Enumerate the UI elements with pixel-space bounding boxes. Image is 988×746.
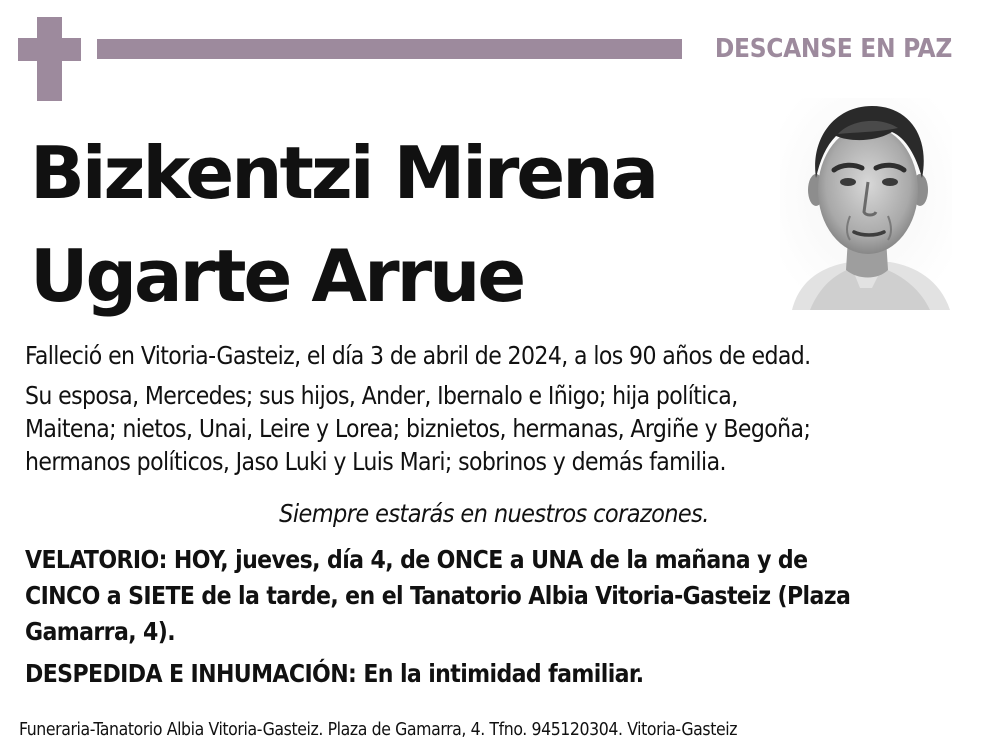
- cross-horizontal-bar: [18, 38, 81, 61]
- farewell-line: DESPEDIDA E INHUMACIÓN: En la intimidad familiar.: [25, 659, 644, 688]
- footer-funeral-home: Funeraria-Tanatorio Albia Vitoria-Gasteiz. Plaza de Gamarra, 4. Tfno. 945120304. Vitoria-Gasteiz: [19, 720, 738, 740]
- family-line-3: hermanos políticos, Jaso Luki y Luis Mari; sobrinos y demás familia.: [25, 447, 726, 476]
- motto: Siempre estarás en nuestros corazones.: [279, 499, 709, 528]
- wake-line-3: Gamarra, 4).: [25, 617, 176, 646]
- death-notice: Falleció en Vitoria-Gasteiz, el día 3 de abril de 2024, a los 90 años de edad.: [25, 341, 811, 370]
- wake-line-1: VELATORIO: HOY, jueves, día 4, de ONCE a UNA de la mañana y de: [25, 545, 808, 574]
- family-line-1: Su esposa, Mercedes; sus hijos, Ander, Ibernalo e Iñigo; hija política,: [25, 381, 738, 410]
- wake-line-2: CINCO a SIETE de la tarde, en el Tanatorio Albia Vitoria-Gasteiz (Plaza: [25, 581, 851, 610]
- header-rule: [97, 39, 682, 59]
- deceased-name-line-1: Bizkentzi Mirena: [30, 131, 657, 215]
- deceased-name-line-2: Ugarte Arrue: [30, 234, 524, 318]
- portrait-photo: [780, 98, 952, 310]
- header-label: DESCANSE EN PAZ: [714, 34, 952, 64]
- family-line-2: Maitena; nietos, Unai, Leire y Lorea; biznietos, hermanas, Argiñe y Begoña;: [25, 414, 811, 443]
